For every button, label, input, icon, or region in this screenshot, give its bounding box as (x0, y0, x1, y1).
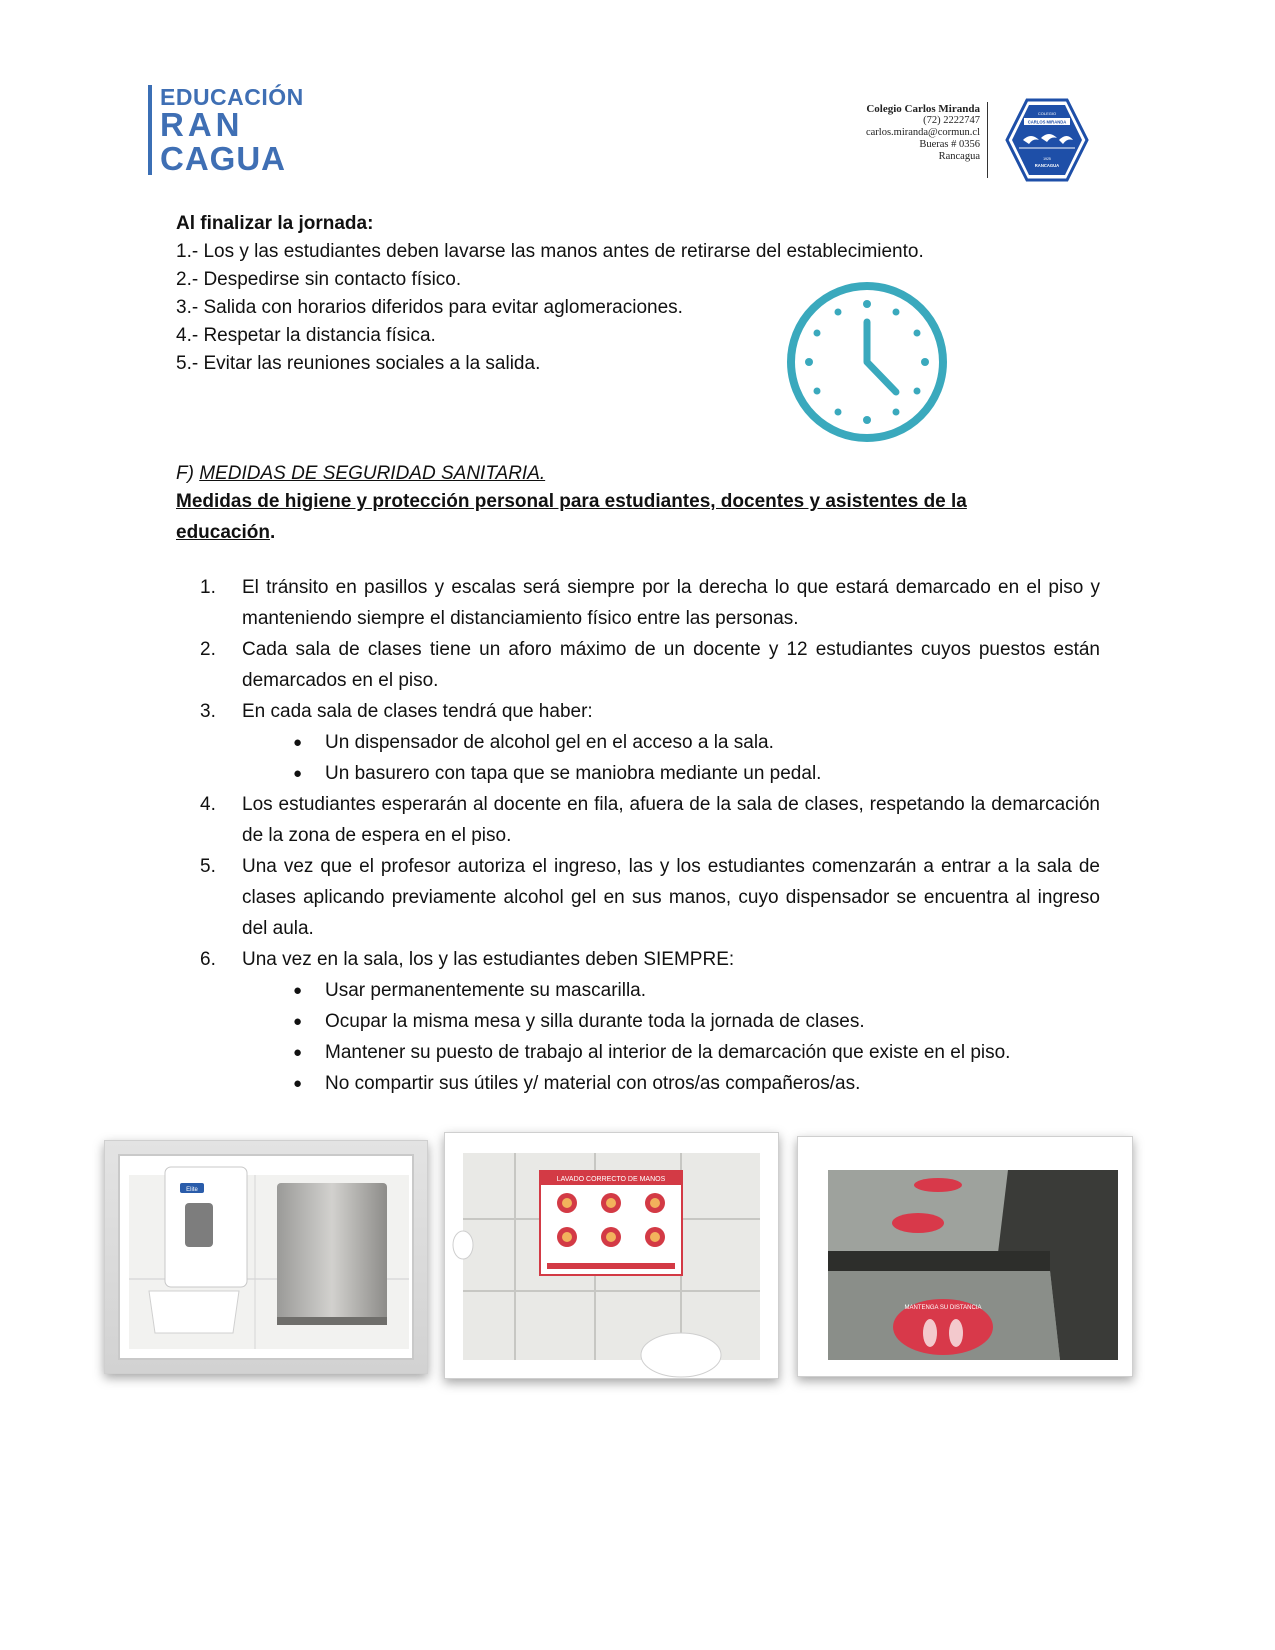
section-f-prefix: F) (176, 463, 200, 484)
measure-bullet (242, 727, 1100, 758)
section-f-heading: MEDIDAS DE SEGURIDAD SANITARIA. (199, 463, 546, 484)
photo-dispenser (104, 1140, 428, 1374)
badge-top-text: COLEGIO (1037, 111, 1057, 116)
end-of-day-item: 2.- Despedirse sin contacto físico. (176, 269, 462, 290)
measure-text: Una vez que el profesor autoriza el ingreso, las y los estudiantes comenzarán a entrar a la sala de clases aplicando previamente alcohol gel en sus manos, cuyo dispensador se encuentra al ingreso del aula. (242, 856, 1100, 939)
school-phone: (72) 2222747 (923, 115, 980, 126)
floor-sign-text: MANTENGA SU DISTANCIA (904, 1305, 982, 1311)
measure-bullet-text: Un basurero con tapa que se maniobra mediante un pedal. (325, 763, 822, 784)
end-of-day-item: 3.- Salida con horarios diferidos para evitar aglomeraciones. (176, 297, 683, 318)
measure-bullet-text: Un dispensador de alcohol gel en el acceso a la sala. (325, 732, 774, 753)
measure-bullet-text: Ocupar la misma mesa y silla durante toda la jornada de clases. (325, 1011, 865, 1032)
floor-markers-illustration (798, 1137, 1132, 1376)
dispenser-brand: Elite (186, 1187, 198, 1193)
school-contact-block (830, 103, 980, 163)
measure-text: Cada sala de clases tiene un aforo máximo de un docente y 12 estudiantes cuyos puestos están demarcados en el piso. (242, 639, 1100, 691)
badge-city: RANCAGUA (1034, 163, 1060, 168)
end-of-day-item: 1.- Los y las estudiantes deben lavarse las manos antes de retirarse del establecimiento. (176, 241, 924, 262)
section-f-subtitle (176, 486, 1016, 548)
photo-handwash-poster (444, 1132, 779, 1379)
safety-measures-list (200, 572, 1100, 1099)
measure-sublist (242, 727, 1100, 789)
measure-bullet (242, 758, 1100, 789)
logo-line-1: EDUCACIÓN (160, 84, 304, 110)
measure-number: 5. (200, 856, 216, 877)
bullet-icon: ● (293, 1075, 303, 1092)
end-of-day-item: 5.- Evitar las reuniones sociales a la salida. (176, 353, 541, 374)
poster-title: LAVADO CORRECTO DE MANOS (556, 1176, 666, 1183)
measure-bullet (242, 1037, 1100, 1068)
measure-item (200, 944, 1100, 1099)
end-of-day-item: 4.- Respetar la distancia física. (176, 325, 436, 346)
measure-number: 3. (200, 701, 216, 722)
school-badge-logo (1005, 98, 1089, 182)
measure-bullet (242, 975, 1100, 1006)
section-f-subtitle-period: . (269, 522, 276, 543)
measure-number: 6. (200, 949, 216, 970)
section-f-title (176, 460, 545, 488)
badge-name: CARLOS MIRANDA (1027, 119, 1067, 125)
measure-item (200, 851, 1100, 944)
measure-bullet (242, 1006, 1100, 1037)
measure-text: Los estudiantes esperarán al docente en fila, afuera de la sala de clases, respetando la demarcación de la zona de espera en el piso. (242, 794, 1100, 846)
school-name: Colegio Carlos Miranda (866, 103, 980, 115)
school-city: Rancagua (938, 151, 980, 162)
measure-number: 4. (200, 794, 216, 815)
measure-sublist (242, 975, 1100, 1099)
contact-divider (987, 102, 988, 178)
bullet-icon: ● (293, 734, 303, 751)
measure-item (200, 634, 1100, 696)
measure-item (200, 696, 1100, 789)
clock-icon (778, 282, 956, 442)
measure-text: En cada sala de clases tendrá que haber: (242, 701, 593, 722)
bullet-icon: ● (293, 1044, 303, 1061)
measure-bullet-text: Mantener su puesto de trabajo al interior de la demarcación que existe en el piso. (325, 1042, 1011, 1063)
school-email: carlos.miranda@cormun.cl (865, 127, 980, 138)
school-address: Bueras # 0356 (919, 139, 980, 150)
logo-accent-bar (148, 85, 152, 175)
bullet-icon: ● (293, 982, 303, 999)
svg-text:1925: 1925 (1043, 157, 1051, 161)
bullet-icon: ● (293, 765, 303, 782)
logo-line-3: CAGUA (160, 140, 286, 177)
measure-text: El tránsito en pasillos y escalas será siempre por la derecha lo que estará demarcado en el piso y manteniendo siempre el distanciamiento físico entre las personas. (242, 577, 1100, 629)
measure-number: 1. (200, 577, 216, 598)
measure-bullet-text: No compartir sus útiles y/ material con otros/as compañeros/as. (325, 1073, 861, 1094)
measure-bullet (242, 1068, 1100, 1099)
measure-text: Una vez en la sala, los y las estudiantes deben SIEMPRE: (242, 949, 735, 970)
measure-item (200, 789, 1100, 851)
logo-line-2: RAN (160, 106, 244, 143)
measure-bullet-text: Usar permanentemente su mascarilla. (325, 980, 647, 1001)
end-of-day-title: Al finalizar la jornada: (176, 213, 374, 234)
section-f-subtitle-text: Medidas de higiene y protección personal para estudiantes, docentes y asistentes de la educación (176, 491, 967, 543)
dispenser-illustration (105, 1141, 427, 1373)
bullet-icon: ● (293, 1013, 303, 1030)
measure-item (200, 572, 1100, 634)
measure-number: 2. (200, 639, 216, 660)
photo-floor-markers (797, 1136, 1133, 1377)
handwash-poster-illustration (445, 1133, 778, 1378)
